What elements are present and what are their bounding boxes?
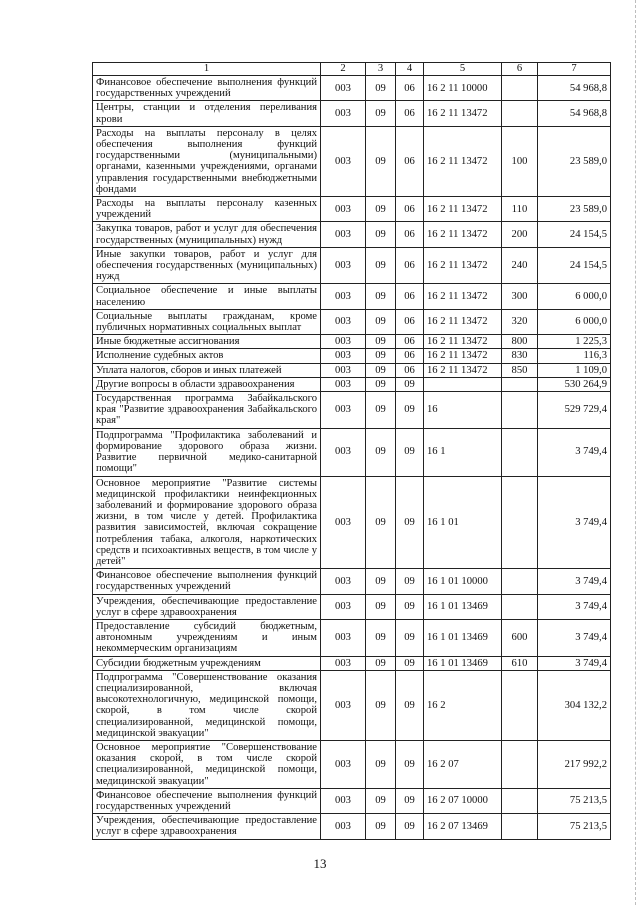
table-row <box>93 814 611 839</box>
row-csr-cell: 16 2 11 13472 <box>424 126 502 196</box>
row-ved-cell: 003 <box>321 656 366 670</box>
row-sum-cell: 3 749,4 <box>538 476 611 569</box>
row-pr-cell: 06 <box>396 101 424 126</box>
row-ved-cell: 003 <box>321 335 366 349</box>
row-rz-cell: 09 <box>366 222 396 247</box>
row-pr-cell: 09 <box>396 476 424 569</box>
row-name-cell: Государственная программа Забайкальского края "Развитие здравоохранения Забайкальского края" <box>93 392 321 429</box>
row-pr-cell: 09 <box>396 392 424 429</box>
row-vr-cell: 600 <box>502 619 538 656</box>
row-ved-cell: 003 <box>321 619 366 656</box>
row-ved-cell: 003 <box>321 197 366 222</box>
table-row <box>93 594 611 619</box>
row-vr-cell: 800 <box>502 335 538 349</box>
row-ved-cell: 003 <box>321 309 366 334</box>
row-vr-cell <box>502 428 538 476</box>
row-sum-cell: 217 992,2 <box>538 740 611 788</box>
row-csr-cell: 16 2 11 13472 <box>424 222 502 247</box>
row-sum-cell: 54 968,8 <box>538 76 611 101</box>
row-rz-cell: 09 <box>366 788 396 813</box>
row-name-cell: Другие вопросы в области здравоохранения <box>93 377 321 391</box>
row-name-cell: Предоставление субсидий бюджетным, автономным учреждениям и иным некоммерческим организациям <box>93 619 321 656</box>
row-pr-cell: 06 <box>396 349 424 363</box>
row-ved-cell: 003 <box>321 76 366 101</box>
row-ved-cell: 003 <box>321 101 366 126</box>
row-name-cell: Основное мероприятие "Развитие системы медицинской профилактики неинфекционных заболеваний и формирование здорового образа жизни, в том числе у детей. Профилактика развития зависимостей, включая сокращение потребления табака, алкоголя, наркотических средств и психоактивных веществ, в том числе у детей" <box>93 476 321 569</box>
page-number: 13 <box>313 856 327 871</box>
row-pr-cell: 09 <box>396 619 424 656</box>
row-sum-cell: 24 154,5 <box>538 222 611 247</box>
row-rz-cell: 09 <box>366 594 396 619</box>
row-ved-cell: 003 <box>321 788 366 813</box>
row-vr-cell <box>502 101 538 126</box>
row-pr-cell: 09 <box>396 788 424 813</box>
row-csr-cell: 16 1 01 10000 <box>424 569 502 594</box>
row-csr-cell: 16 2 11 13472 <box>424 349 502 363</box>
row-sum-cell: 304 132,2 <box>538 670 611 740</box>
table-row <box>93 284 611 309</box>
budget-table <box>92 62 611 840</box>
row-name-cell: Социальное обеспечение и иные выплаты населению <box>93 284 321 309</box>
row-name-cell: Расходы на выплаты персоналу в целях обеспечения выполнения функций государственными (муниципальными) органами, казенными учреждениями, органами управления государственными внебюджетными фондами <box>93 126 321 196</box>
row-vr-cell <box>502 569 538 594</box>
table-row <box>93 197 611 222</box>
row-name-cell: Закупка товаров, работ и услуг для обеспечения государственных (муниципальных) нужд <box>93 222 321 247</box>
row-name-cell: Центры, станции и отделения переливания крови <box>93 101 321 126</box>
row-name-cell: Социальные выплаты гражданам, кроме публичных нормативных социальных выплат <box>93 309 321 334</box>
row-rz-cell: 09 <box>366 284 396 309</box>
row-name-cell: Подпрограмма "Профилактика заболеваний и формирование здорового образа жизни. Развитие первичной медико-санитарной помощи" <box>93 428 321 476</box>
table-row <box>93 476 611 569</box>
row-name-cell: Подпрограмма "Совершенствование оказания специализированной, включая высокотехнологичную, медицинской помощи, скорой, в том числе скорой специализированной, медицинской помощи, медицинской эвакуации" <box>93 670 321 740</box>
row-csr-cell: 16 2 11 13472 <box>424 101 502 126</box>
row-ved-cell: 003 <box>321 428 366 476</box>
table-row <box>93 349 611 363</box>
table-row <box>93 670 611 740</box>
row-sum-cell: 529 729,4 <box>538 392 611 429</box>
header-col-5: 5 <box>424 63 502 76</box>
row-vr-cell: 200 <box>502 222 538 247</box>
row-sum-cell: 3 749,4 <box>538 656 611 670</box>
row-csr-cell: 16 <box>424 392 502 429</box>
row-sum-cell: 23 589,0 <box>538 197 611 222</box>
row-name-cell: Иные бюджетные ассигнования <box>93 335 321 349</box>
row-rz-cell: 09 <box>366 392 396 429</box>
row-vr-cell <box>502 377 538 391</box>
table-row <box>93 619 611 656</box>
table-row <box>93 222 611 247</box>
table-row <box>93 335 611 349</box>
header-col-1: 1 <box>93 63 321 76</box>
row-ved-cell: 003 <box>321 594 366 619</box>
row-csr-cell: 16 1 01 13469 <box>424 594 502 619</box>
row-sum-cell: 3 749,4 <box>538 428 611 476</box>
row-ved-cell: 003 <box>321 284 366 309</box>
row-pr-cell: 06 <box>396 335 424 349</box>
row-pr-cell: 09 <box>396 569 424 594</box>
header-col-6: 6 <box>502 63 538 76</box>
row-sum-cell: 6 000,0 <box>538 309 611 334</box>
row-pr-cell: 09 <box>396 428 424 476</box>
row-rz-cell: 09 <box>366 569 396 594</box>
row-csr-cell: 16 1 <box>424 428 502 476</box>
row-rz-cell: 09 <box>366 309 396 334</box>
row-vr-cell <box>502 740 538 788</box>
row-csr-cell: 16 2 07 10000 <box>424 788 502 813</box>
table-row <box>93 569 611 594</box>
row-vr-cell: 300 <box>502 284 538 309</box>
row-rz-cell: 09 <box>366 476 396 569</box>
row-rz-cell: 09 <box>366 619 396 656</box>
row-sum-cell: 75 213,5 <box>538 814 611 839</box>
row-csr-cell: 16 2 11 13472 <box>424 309 502 334</box>
row-csr-cell: 16 2 07 13469 <box>424 814 502 839</box>
row-name-cell: Иные закупки товаров, работ и услуг для обеспечения государственных (муниципальных) нужд <box>93 247 321 284</box>
row-name-cell: Финансовое обеспечение выполнения функций государственных учреждений <box>93 76 321 101</box>
row-csr-cell: 16 2 11 13472 <box>424 335 502 349</box>
row-ved-cell: 003 <box>321 476 366 569</box>
row-pr-cell: 06 <box>396 284 424 309</box>
row-sum-cell: 23 589,0 <box>538 126 611 196</box>
row-sum-cell: 3 749,4 <box>538 594 611 619</box>
row-name-cell: Субсидии бюджетным учреждениям <box>93 656 321 670</box>
row-rz-cell: 09 <box>366 740 396 788</box>
table-row <box>93 126 611 196</box>
row-sum-cell: 54 968,8 <box>538 101 611 126</box>
row-rz-cell: 09 <box>366 428 396 476</box>
row-pr-cell: 09 <box>396 740 424 788</box>
header-col-7: 7 <box>538 63 611 76</box>
row-pr-cell: 09 <box>396 670 424 740</box>
row-pr-cell: 06 <box>396 247 424 284</box>
row-ved-cell: 003 <box>321 670 366 740</box>
header-col-4: 4 <box>396 63 424 76</box>
row-ved-cell: 003 <box>321 569 366 594</box>
table-row <box>93 392 611 429</box>
row-csr-cell: 16 2 <box>424 670 502 740</box>
row-sum-cell: 24 154,5 <box>538 247 611 284</box>
table-row <box>93 76 611 101</box>
row-vr-cell: 320 <box>502 309 538 334</box>
row-pr-cell: 09 <box>396 814 424 839</box>
row-csr-cell: 16 2 11 13472 <box>424 284 502 309</box>
row-rz-cell: 09 <box>366 76 396 101</box>
row-rz-cell: 09 <box>366 335 396 349</box>
table-row <box>93 740 611 788</box>
row-pr-cell: 06 <box>396 76 424 101</box>
row-vr-cell: 610 <box>502 656 538 670</box>
row-pr-cell: 06 <box>396 363 424 377</box>
row-csr-cell: 16 2 11 13472 <box>424 197 502 222</box>
row-ved-cell: 003 <box>321 126 366 196</box>
row-csr-cell <box>424 377 502 391</box>
row-ved-cell: 003 <box>321 814 366 839</box>
row-csr-cell: 16 2 07 <box>424 740 502 788</box>
row-pr-cell: 06 <box>396 126 424 196</box>
row-ved-cell: 003 <box>321 377 366 391</box>
row-sum-cell: 75 213,5 <box>538 788 611 813</box>
table-row <box>93 247 611 284</box>
row-rz-cell: 09 <box>366 126 396 196</box>
table-row <box>93 788 611 813</box>
row-name-cell: Финансовое обеспечение выполнения функций государственных учреждений <box>93 788 321 813</box>
row-ved-cell: 003 <box>321 247 366 284</box>
row-ved-cell: 003 <box>321 222 366 247</box>
row-pr-cell: 09 <box>396 377 424 391</box>
row-vr-cell <box>502 76 538 101</box>
row-name-cell: Расходы на выплаты персоналу казенных учреждений <box>93 197 321 222</box>
row-sum-cell: 1 225,3 <box>538 335 611 349</box>
row-ved-cell: 003 <box>321 740 366 788</box>
header-col-3: 3 <box>366 63 396 76</box>
table-header-row <box>93 63 611 76</box>
row-csr-cell: 16 2 11 10000 <box>424 76 502 101</box>
row-sum-cell: 3 749,4 <box>538 619 611 656</box>
row-csr-cell: 16 1 01 13469 <box>424 656 502 670</box>
row-vr-cell <box>502 788 538 813</box>
row-vr-cell <box>502 392 538 429</box>
row-sum-cell: 6 000,0 <box>538 284 611 309</box>
row-vr-cell: 240 <box>502 247 538 284</box>
table-row <box>93 101 611 126</box>
row-csr-cell: 16 2 11 13472 <box>424 363 502 377</box>
row-vr-cell: 850 <box>502 363 538 377</box>
row-pr-cell: 06 <box>396 309 424 334</box>
row-rz-cell: 09 <box>366 247 396 284</box>
row-sum-cell: 1 109,0 <box>538 363 611 377</box>
row-sum-cell: 3 749,4 <box>538 569 611 594</box>
table-row <box>93 428 611 476</box>
row-ved-cell: 003 <box>321 363 366 377</box>
row-csr-cell: 16 1 01 13469 <box>424 619 502 656</box>
header-col-2: 2 <box>321 63 366 76</box>
row-vr-cell <box>502 814 538 839</box>
table-row <box>93 377 611 391</box>
row-vr-cell: 100 <box>502 126 538 196</box>
table-row <box>93 656 611 670</box>
row-name-cell: Основное мероприятие "Совершенствование оказания скорой, в том числе скорой специализированной, медицинской помощи, медицинской эвакуации" <box>93 740 321 788</box>
row-vr-cell <box>502 670 538 740</box>
row-rz-cell: 09 <box>366 101 396 126</box>
row-name-cell: Учреждения, обеспечивающие предоставление услуг в сфере здравоохранения <box>93 814 321 839</box>
row-vr-cell <box>502 476 538 569</box>
row-pr-cell: 06 <box>396 222 424 247</box>
row-name-cell: Учреждения, обеспечивающие предоставление услуг в сфере здравоохранения <box>93 594 321 619</box>
row-pr-cell: 06 <box>396 197 424 222</box>
row-sum-cell: 530 264,9 <box>538 377 611 391</box>
row-vr-cell: 830 <box>502 349 538 363</box>
row-rz-cell: 09 <box>366 197 396 222</box>
row-rz-cell: 09 <box>366 656 396 670</box>
row-csr-cell: 16 2 11 13472 <box>424 247 502 284</box>
row-ved-cell: 003 <box>321 392 366 429</box>
row-rz-cell: 09 <box>366 349 396 363</box>
table-row <box>93 309 611 334</box>
page-edge-line <box>634 0 636 905</box>
row-ved-cell: 003 <box>321 349 366 363</box>
row-csr-cell: 16 1 01 <box>424 476 502 569</box>
row-name-cell: Исполнение судебных актов <box>93 349 321 363</box>
row-rz-cell: 09 <box>366 363 396 377</box>
row-vr-cell <box>502 594 538 619</box>
row-pr-cell: 09 <box>396 594 424 619</box>
row-pr-cell: 09 <box>396 656 424 670</box>
row-rz-cell: 09 <box>366 814 396 839</box>
table-row <box>93 363 611 377</box>
row-name-cell: Уплата налогов, сборов и иных платежей <box>93 363 321 377</box>
row-rz-cell: 09 <box>366 377 396 391</box>
row-vr-cell: 110 <box>502 197 538 222</box>
row-name-cell: Финансовое обеспечение выполнения функций государственных учреждений <box>93 569 321 594</box>
row-rz-cell: 09 <box>366 670 396 740</box>
row-sum-cell: 116,3 <box>538 349 611 363</box>
